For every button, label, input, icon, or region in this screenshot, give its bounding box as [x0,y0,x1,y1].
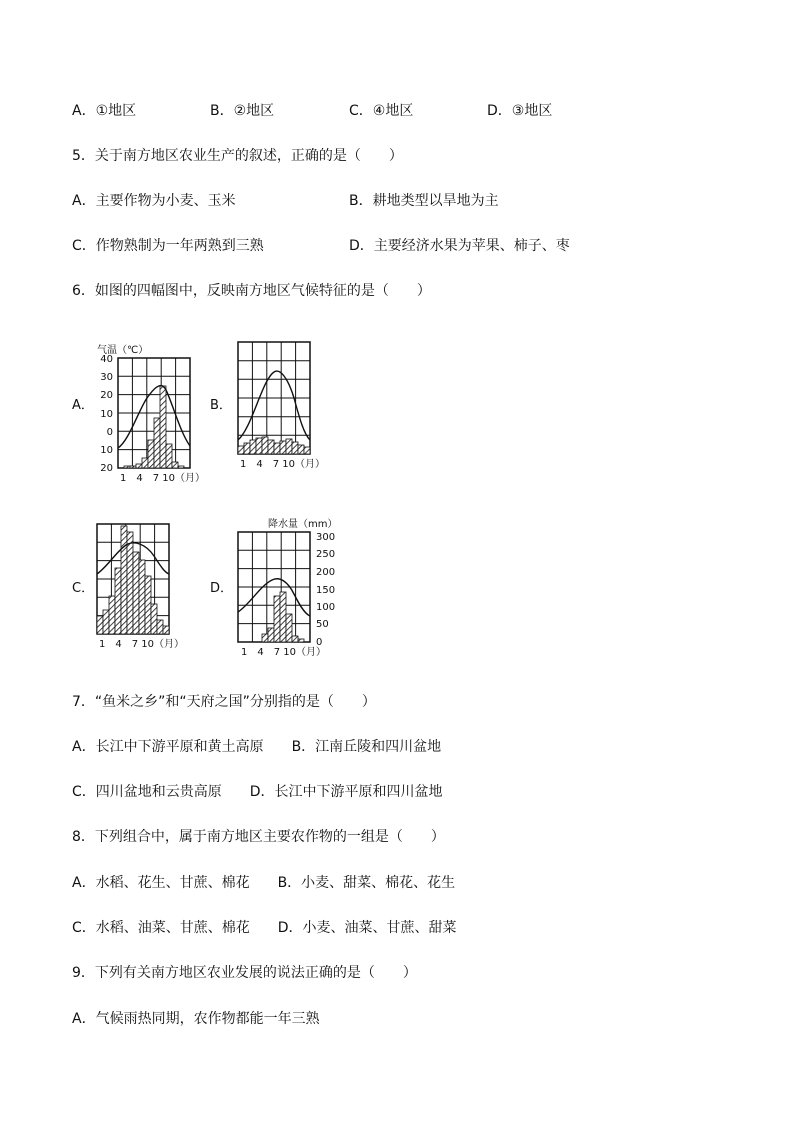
q5-option-b: B．耕地类型以旱地为主 [349,193,499,209]
figure-d-label: D． [210,581,234,596]
precip-tick: 200 [316,567,336,578]
q7-stem: 7．“鱼米之乡”和“天府之国”分别指的是（ ） [72,694,376,710]
temp-tick: 10 [100,445,113,456]
q9-option-a: A．气候雨热同期，农作物都能一年三熟 [72,1011,320,1027]
month-axis: 1 4 7 10（月） [120,473,205,484]
temp-tick: 10 [100,409,113,420]
q5-option-c: C．作物熟制为一年两熟到三熟 [72,238,264,254]
figure-a-label: A． [72,398,94,413]
temp-tick: 0 [106,427,113,438]
month-axis: 1 4 7 10（月） [99,639,184,650]
q4-option-a: A．①地区 [72,103,137,119]
q7-options-ab: A．长江中下游平原和黄土高原 B．江南丘陵和四川盆地 [72,739,442,755]
q4-option-c: C．④地区 [349,103,414,119]
figure-c-label: C． [72,581,95,596]
precip-tick: 100 [316,602,336,613]
temp-tick: 20 [100,463,113,474]
precip-tick: 300 [316,532,336,543]
precip-tick: 50 [316,619,329,630]
temperature-curve [238,371,310,440]
q4-option-d: D．③地区 [487,103,553,119]
q4-option-b: B．②地区 [210,103,275,119]
figure-b-label: B． [210,398,232,413]
chart-d [238,517,337,658]
q6-stem: 6．如图的四幅图中，反映南方地区气候特征的是（ ） [72,283,431,299]
precip-tick: 0 [316,637,323,648]
q7-options-cd: C．四川盆地和云贵高原 D．长江中下游平原和四川盆地 [72,784,443,800]
temp-tick: 30 [100,372,113,383]
q8-options-ab: A．水稻、花生、甘蔗、棉花 B．小麦、甜菜、棉花、花生 [72,875,456,891]
q9-stem: 9．下列有关南方地区农业发展的说法正确的是（ ） [72,965,417,981]
temp-tick: 40 [100,354,113,365]
q5-option-a: A．主要作物为小麦、玉米 [72,193,236,209]
precip-tick: 150 [316,585,336,596]
q8-stem: 8．下列组合中，属于南方地区主要农作物的一组是（ ） [72,829,445,845]
month-axis: 1 4 7 10（月） [240,459,325,470]
q5-option-d: D．主要经济水果为苹果、柿子、枣 [349,238,570,254]
precip-axis-title: 降水量（mm） [268,519,338,530]
chart-c [97,524,184,650]
q5-stem: 5．关于南方地区农业生产的叙述，正确的是（ ） [72,148,403,164]
precip-tick: 250 [316,549,336,560]
chart-b [238,342,325,470]
temp-tick: 20 [100,390,113,401]
chart-a [97,344,205,484]
q8-options-cd: C．水稻、油菜、甘蔗、棉花 D．小麦、油菜、甘蔗、甜菜 [72,920,457,936]
month-axis: 1 4 7 10（月） [241,647,326,658]
temp-axis-title: 气温（℃） [97,345,149,356]
